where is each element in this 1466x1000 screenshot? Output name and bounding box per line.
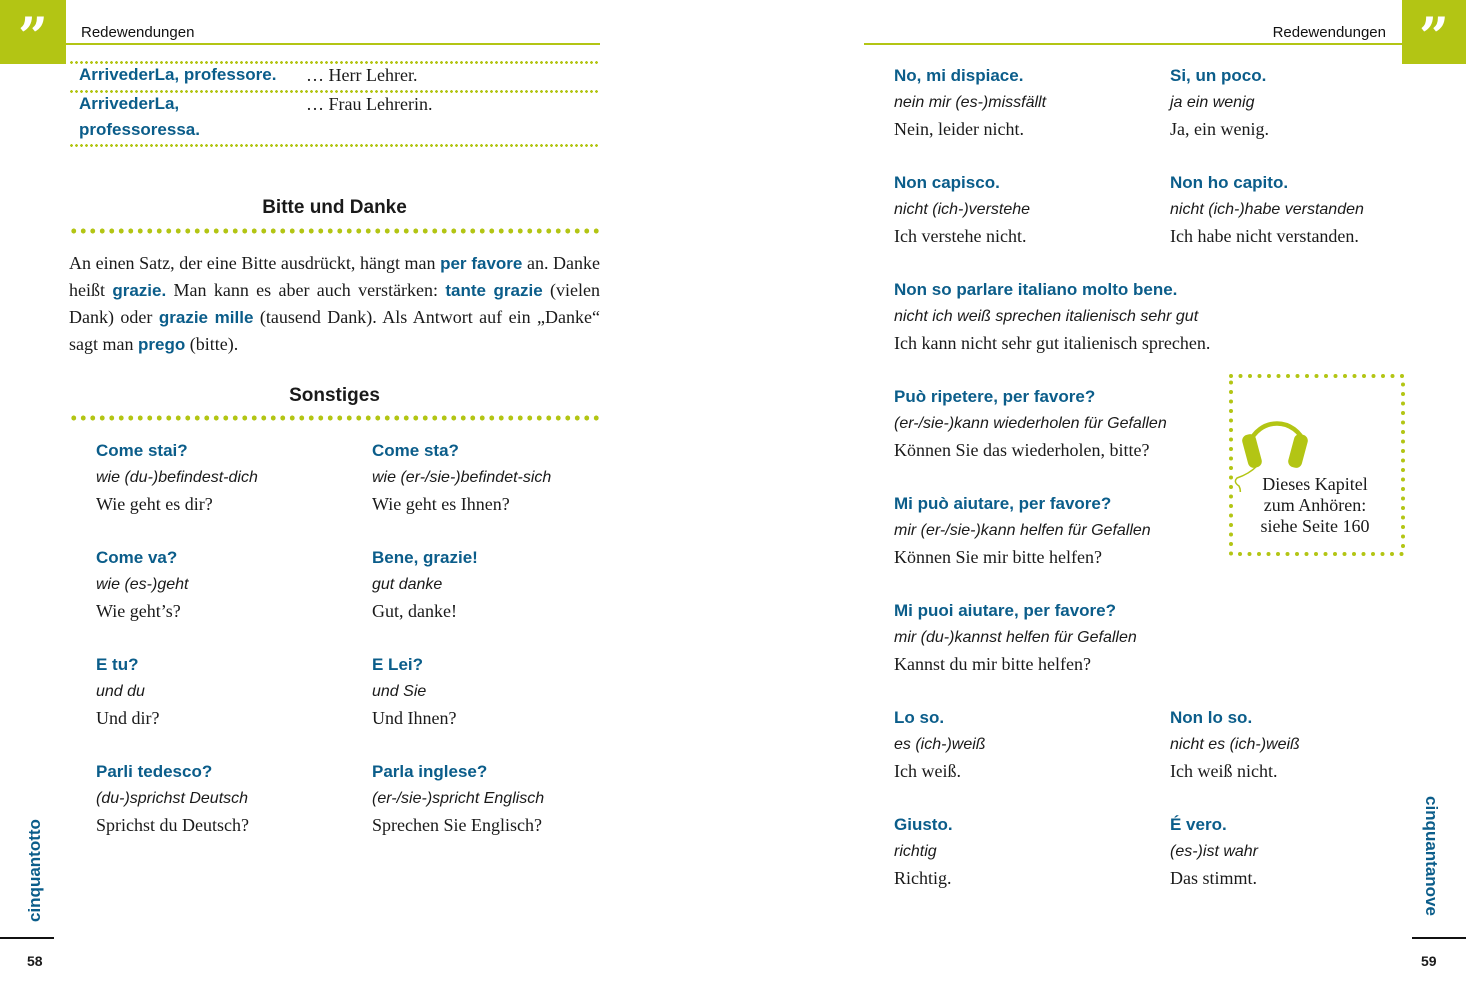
phrase-entry (1170, 62, 1269, 143)
phrase-italian: Come sta? (372, 441, 459, 460)
phrase-german: Wie geht’s? (96, 601, 181, 621)
phrase-entry (894, 597, 1137, 678)
phrase-italian: ArrivederLa, (79, 94, 180, 113)
phrase-italian: Non lo so. (1170, 708, 1253, 727)
phrase-italian: No, mi dispiace. (894, 66, 1024, 85)
text-run: an. Danke heißt (69, 253, 600, 300)
section-text (69, 250, 600, 358)
italian-term: prego (138, 335, 186, 354)
phrase-entry (894, 704, 986, 785)
phrase-italian: E tu? (96, 655, 139, 674)
page-word-left: cinquantotto (25, 819, 44, 922)
phrase-german: Ich kann nicht sehr gut italienisch sprechen. (894, 333, 1211, 353)
text-run: (vielen Dank) oder (69, 280, 600, 327)
phrase-german: Ich weiß nicht. (1170, 761, 1278, 781)
phrase-german: Kannst du mir bitte helfen? (894, 654, 1091, 674)
phrase-german: Können Sie das wiederholen, bitte? (894, 440, 1150, 460)
page-number-right: 59 (1421, 953, 1437, 969)
phrase-german: Wie geht es dir? (96, 494, 213, 514)
phrase-literal: (er-/sie-)spricht Englisch (372, 790, 545, 807)
quote-tab (0, 0, 66, 68)
phrase-italian: Bene, grazie! (372, 548, 478, 567)
section-title: Sonstiges (289, 385, 380, 406)
phrase-italian: Non ho capito. (1170, 173, 1289, 192)
phrase-entry (894, 276, 1210, 357)
divider (69, 144, 600, 147)
phrase-italian: ArrivederLa, professore. (79, 65, 277, 84)
phrase-italian: Si, un poco. (1170, 66, 1267, 85)
phrase-italian: Giusto. (894, 815, 953, 834)
phrase-entry (96, 758, 249, 839)
phrase-german: Können Sie mir bitte helfen? (894, 547, 1102, 567)
phrase-german: Ich habe nicht verstanden. (1170, 226, 1359, 246)
phrase-italian: professoressa. (79, 120, 200, 139)
section-divider (69, 415, 600, 421)
phrase-literal: nicht (ich-)habe verstanden (1170, 201, 1364, 218)
phrase-literal: wie (du-)befindest-dich (96, 469, 258, 486)
quote-icon: ” (18, 7, 48, 68)
phrase-literal: nicht ich weiß sprechen italienisch sehr gut (894, 308, 1199, 325)
phrase-german: Sprichst du Deutsch? (96, 815, 249, 835)
phrase-entry (372, 758, 544, 839)
phrase-entry (96, 437, 258, 518)
running-head-left: Redewendungen (81, 24, 195, 41)
divider (69, 61, 600, 64)
phrase-literal: (du-)sprichst Deutsch (96, 790, 249, 807)
footer-rule (0, 937, 54, 939)
phrase-italian: Mi puoi aiutare, per favore? (894, 601, 1116, 620)
phrase-italian: Lo so. (894, 708, 945, 727)
phrase-italian: Non so parlare italiano molto bene. (894, 280, 1178, 299)
phrase-italian: Come va? (96, 548, 178, 567)
phrase-italian: Può ripetere, per favore? (894, 387, 1096, 406)
phrase-italian: E Lei? (372, 655, 424, 674)
phrase-literal: und Sie (372, 683, 427, 700)
phrase-german: Und dir? (96, 708, 160, 728)
italian-term: grazie mille (158, 308, 254, 327)
text-run: (tausend Dank). Als Antwort auf ein „Danke“ sagt man (69, 307, 600, 354)
audio-text: Dieses Kapitel (1262, 474, 1368, 494)
audio-text: siehe Seite 160 (1260, 516, 1370, 536)
phrase-entry (1170, 704, 1300, 785)
phrase-german: Und Ihnen? (372, 708, 457, 728)
phrase-entry (372, 651, 456, 732)
phrase-literal: nicht es (ich-)weiß (1170, 736, 1300, 753)
page-number-left: 58 (27, 953, 43, 969)
text-run: An einen Satz, der eine Bitte ausdrückt, hängt man (69, 253, 441, 273)
phrase-italian: Parla inglese? (372, 762, 488, 781)
footer-rule (1412, 937, 1466, 939)
phrase-german: … Frau Lehrerin. (306, 94, 433, 114)
phrase-literal: wie (er-/sie-)befindet-sich (372, 469, 552, 486)
phrase-literal: mir (du-)kannst helfen für Gefallen (894, 629, 1137, 646)
italian-term: per favore (440, 254, 523, 273)
phrase-entry (894, 62, 1046, 143)
phrase-entry (1170, 811, 1258, 892)
phrase-literal: ja ein wenig (1170, 94, 1255, 111)
section-divider (69, 228, 600, 234)
divider (69, 90, 600, 93)
phrase-entry (96, 651, 159, 732)
phrase-literal: nein mir (es-)missfällt (894, 94, 1047, 111)
phrase-entry (894, 490, 1151, 571)
phrase-literal: und du (96, 683, 145, 700)
italian-term: tante grazie (445, 281, 543, 300)
quote-tab (1402, 0, 1466, 68)
page-word-right: cinquantanove (1422, 796, 1441, 916)
audio-box (1229, 374, 1405, 556)
phrase-german: Gut, danke! (372, 601, 457, 621)
phrase-german: Ich weiß. (894, 761, 961, 781)
phrase-literal: richtig (894, 843, 937, 860)
phrase-literal: nicht (ich-)verstehe (894, 201, 1031, 218)
phrase-literal: gut danke (372, 576, 443, 593)
phrase-entry (894, 169, 1030, 250)
phrase-italian: Parli tedesco? (96, 762, 213, 781)
phrase-german: Wie geht es Ihnen? (372, 494, 510, 514)
header-rule (864, 43, 1402, 45)
phrase-german: Nein, leider nicht. (894, 119, 1024, 139)
phrase-german: … Herr Lehrer. (306, 65, 418, 85)
phrase-german: Richtig. (894, 868, 952, 888)
phrase-italian: É vero. (1170, 815, 1227, 834)
phrase-literal: (es-)ist wahr (1170, 843, 1259, 860)
running-head-right: Redewendungen (1272, 24, 1386, 41)
phrase-entry (372, 544, 478, 625)
phrase-italian: Come stai? (96, 441, 188, 460)
phrase-german: Sprechen Sie Englisch? (372, 815, 542, 835)
phrase-entry (96, 544, 188, 625)
phrase-literal: es (ich-)weiß (894, 736, 986, 753)
phrase-italian: Non capisco. (894, 173, 1000, 192)
audio-text: zum Anhören: (1263, 495, 1367, 515)
phrase-german: Ja, ein wenig. (1170, 119, 1269, 139)
phrase-italian: Mi può aiutare, per favore? (894, 494, 1112, 513)
phrase-literal: wie (es-)geht (96, 576, 189, 593)
phrase-german: Ich verstehe nicht. (894, 226, 1027, 246)
phrase-entry (372, 437, 551, 518)
phrase-literal: mir (er-/sie-)kann helfen für Gefallen (894, 522, 1151, 539)
section-title: Bitte und Danke (262, 197, 407, 218)
phrase-literal: (er-/sie-)kann wiederholen für Gefallen (894, 415, 1167, 432)
phrase-entry (1170, 169, 1364, 250)
italian-term: grazie. (112, 281, 167, 300)
quote-icon: ” (1419, 7, 1449, 68)
header-rule (66, 43, 600, 45)
phrase-entry (894, 383, 1167, 464)
phrase-entry (894, 811, 953, 892)
text-run: (bitte). (185, 334, 239, 354)
phrase-german: Das stimmt. (1170, 868, 1258, 888)
text-run: Man kann es aber auch verstärken: (166, 280, 446, 300)
